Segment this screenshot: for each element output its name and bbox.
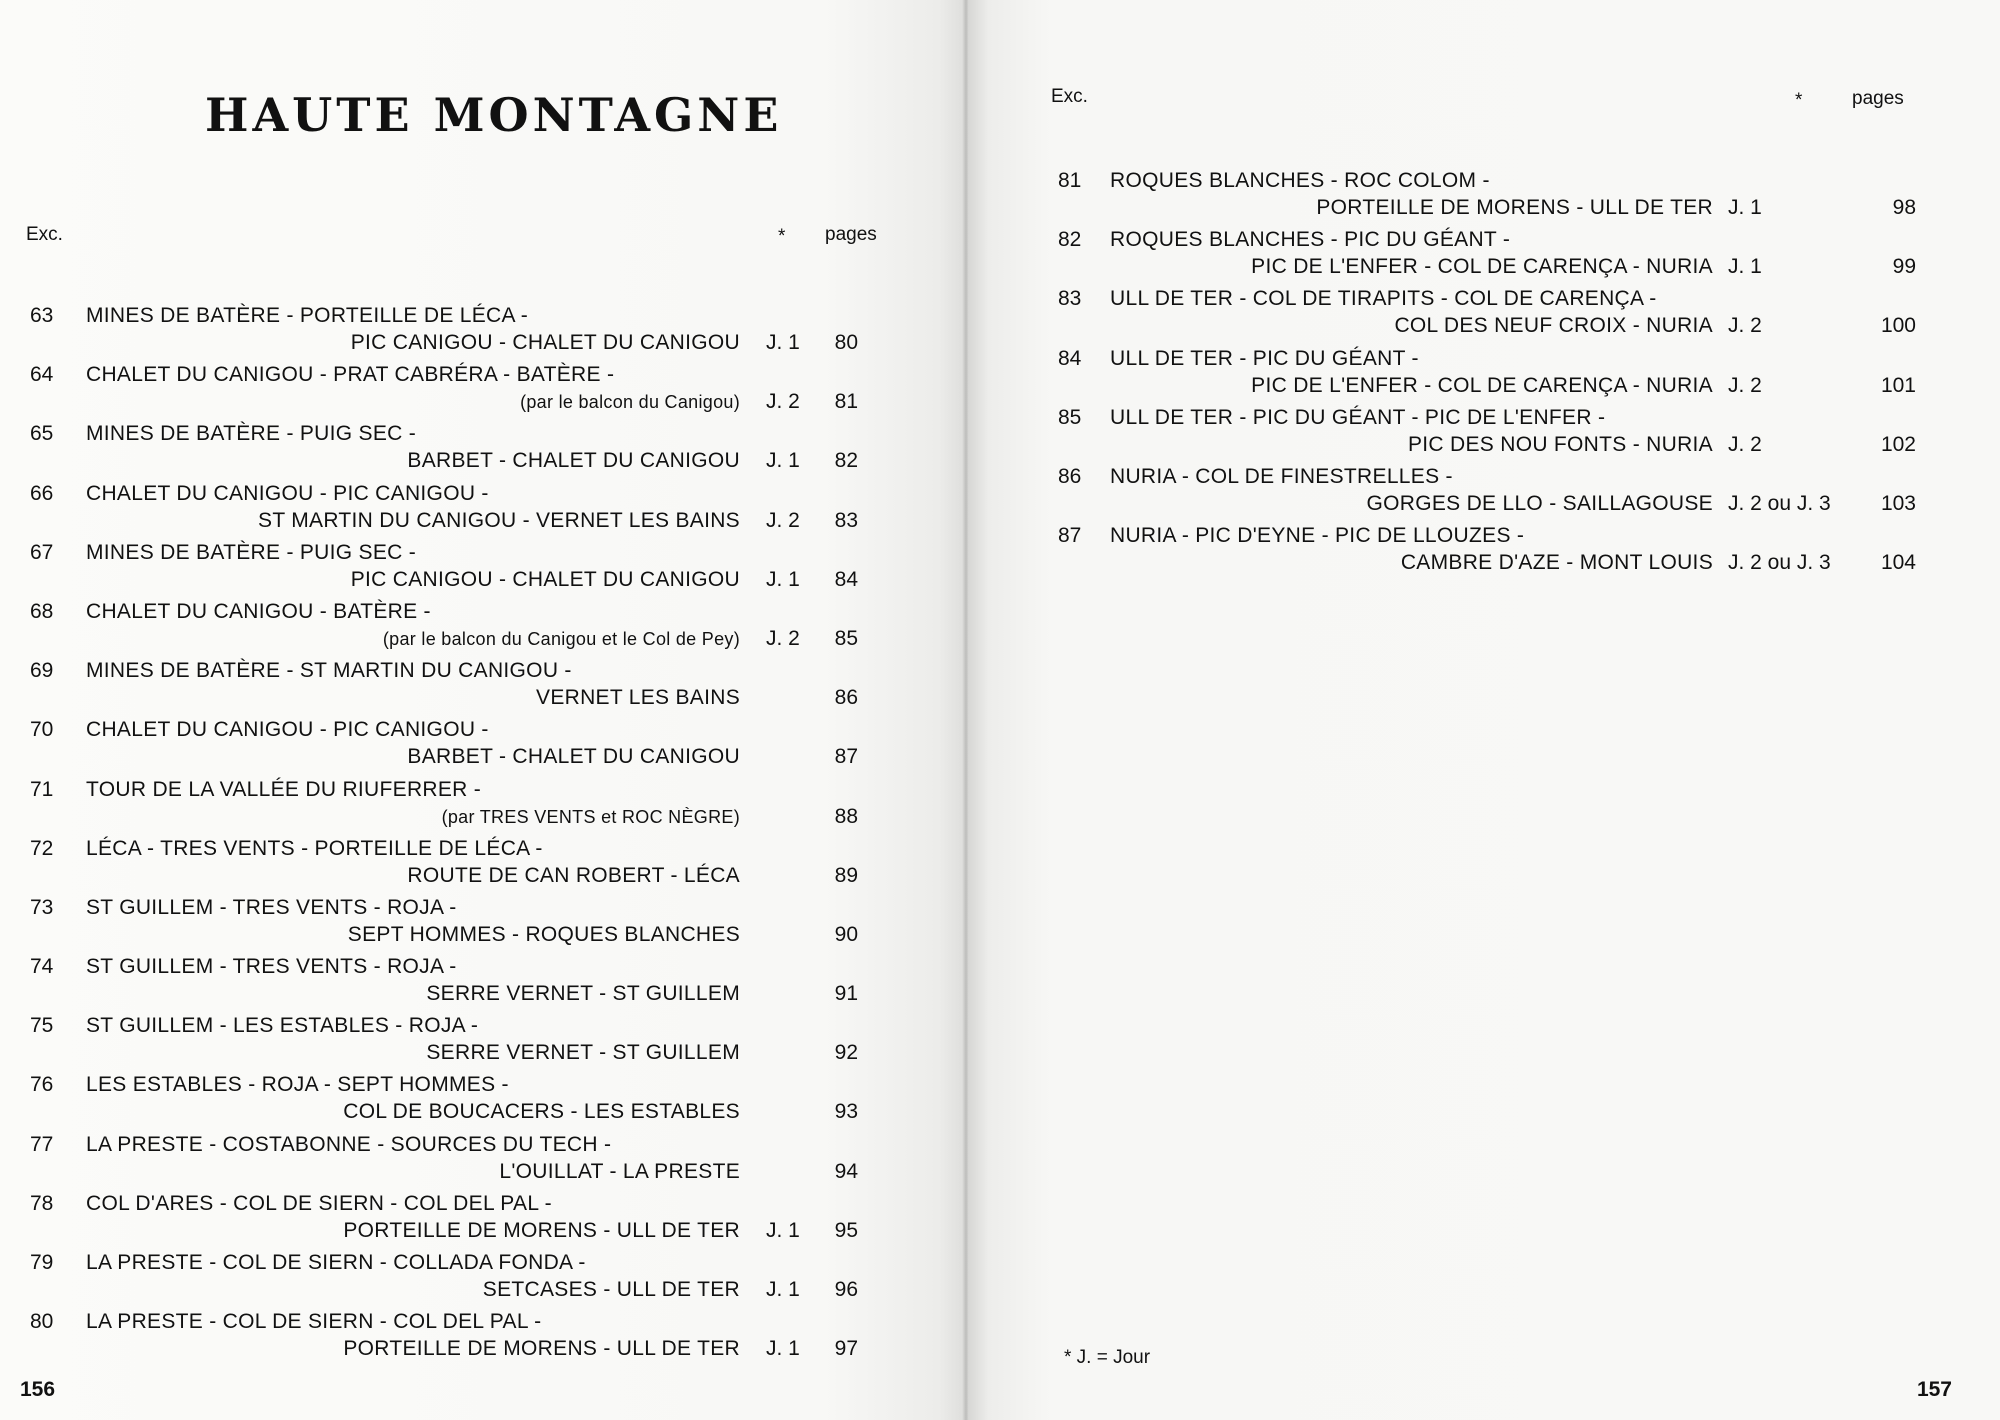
excursion-number: 71 [30,777,54,801]
excursion-entry [0,831,968,890]
excursion-number: 65 [30,422,54,446]
route-line-1: CHALET DU CANIGOU - BATÈRE - [86,599,431,623]
day-count: J. 2 [1728,373,1762,397]
route-line-2: COL DE BOUCACERS - LES ESTABLES [343,1100,740,1124]
excursion-number: 83 [1058,287,1082,311]
route-line-2: PORTEILLE DE MORENS - ULL DE TER [1316,196,1713,219]
excursion-entry [968,518,2000,577]
route-line-1: MINES DE BATÈRE - PUIG SEC - [86,540,417,564]
page-ref: 98 [1892,196,1916,219]
route-line-2: BARBET - CHALET DU CANIGOU [407,745,740,769]
route-line-1: MINES DE BATÈRE - PORTEILLE DE LÉCA - [86,304,529,327]
route-line-1: ST GUILLEM - TRES VENTS - ROJA - [86,895,457,919]
route-line-2: (par le balcon du Canigou) [520,392,740,413]
route-line-2: SEPT HOMMES - ROQUES BLANCHES [347,922,740,946]
page-ref: 80 [834,331,858,354]
route-line-2: PIC DE L'ENFER - COL DE CARENÇA - NURIA [1251,255,1713,279]
day-count: J. 1 [1728,196,1762,219]
route-line-1: TOUR DE LA VALLÉE DU RIUFERRER - [86,777,482,801]
excursion-entry [0,1186,968,1245]
excursion-entry [0,712,968,771]
excursion-entry [968,459,2000,518]
excursion-number: 84 [1058,346,1082,370]
day-count: J. 2 [766,390,800,414]
route-line-2: PORTEILLE DE MORENS - ULL DE TER [343,1337,740,1361]
route-line-1: CHALET DU CANIGOU - PRAT CABRÉRA - BATÈRE - [86,363,615,387]
page-ref: 99 [1892,255,1916,279]
route-line-1: LA PRESTE - COSTABONNE - SOURCES DU TECH - [86,1132,612,1156]
day-count: J. 2 [766,626,800,650]
route-line-2: ROUTE DE CAN ROBERT - LÉCA [407,863,740,887]
day-count: J. 2 [1728,432,1762,456]
page-ref: 90 [834,922,858,946]
page-ref: 87 [834,745,858,769]
excursion-number: 86 [1058,464,1082,488]
route-line-2: VERNET LES BAINS [536,686,740,710]
excursion-number: 87 [1058,524,1082,548]
route-line-1: CHALET DU CANIGOU - PIC CANIGOU - [86,481,489,505]
route-line-2: SETCASES - ULL DE TER [482,1278,740,1301]
route-line-1: ST GUILLEM - TRES VENTS - ROJA - [86,955,457,979]
day-column-marker: * [1795,90,1803,111]
page-ref: 93 [834,1100,858,1124]
route-line-2: (par TRES VENTS et ROC NÈGRE) [441,806,740,827]
excursion-number: 79 [30,1251,54,1274]
route-line-1: MINES DE BATÈRE - ST MARTIN DU CANIGOU - [86,659,572,683]
route-line-2: PIC CANIGOU - CHALET DU CANIGOU [350,331,740,354]
route-line-1: NURIA - COL DE FINESTRELLES - [1110,464,1453,488]
excursion-entry [0,1304,968,1363]
page-ref: 86 [834,686,858,710]
excursion-list [0,298,968,1363]
excursion-number: 77 [30,1132,54,1156]
excursion-number: 72 [30,836,54,860]
route-line-1: ST GUILLEM - LES ESTABLES - ROJA - [86,1014,479,1038]
excursion-number: 69 [30,659,54,683]
excursion-entry [0,298,968,357]
page-ref: 95 [834,1218,858,1242]
day-count: J. 1 [766,1337,800,1361]
route-line-2: PIC DE L'ENFER - COL DE CARENÇA - NURIA [1251,373,1713,397]
route-line-1: MINES DE BATÈRE - PUIG SEC - [86,422,417,446]
page-ref: 84 [834,567,858,591]
excursion-number: 74 [30,955,54,979]
route-line-2: ST MARTIN DU CANIGOU - VERNET LES BAINS [258,508,740,532]
page-ref: 100 [1880,314,1916,338]
excursion-number: 70 [30,718,54,742]
excursion-entry [0,653,968,712]
excursion-entry [968,163,2000,222]
day-count: J. 1 [766,1218,800,1242]
route-line-2: CAMBRE D'AZE - MONT LOUIS [1400,551,1713,575]
route-line-2: COL DES NEUF CROIX - NURIA [1394,314,1713,338]
page-ref: 89 [834,863,858,887]
excursion-number: 73 [30,895,54,919]
day-count: J. 1 [766,449,800,473]
route-line-1: ULL DE TER - PIC DU GÉANT - [1110,346,1419,370]
route-line-1: NURIA - PIC D'EYNE - PIC DE LLOUZES - [1110,524,1525,548]
page-ref: 103 [1880,491,1916,515]
route-line-2: PORTEILLE DE MORENS - ULL DE TER [343,1218,740,1242]
page-ref: 85 [834,626,858,650]
exc-column-header: Exc. [1051,86,1088,107]
page-ref: 102 [1880,432,1916,456]
page-ref: 101 [1880,373,1916,397]
page-ref: 96 [834,1278,858,1301]
route-line-1: LES ESTABLES - ROJA - SEPT HOMMES - [86,1073,509,1097]
route-line-1: LA PRESTE - COL DE SIERN - COLLADA FONDA - [86,1251,586,1274]
exc-column-header: Exc. [26,224,63,245]
excursion-entry [0,1067,968,1126]
page-ref: 81 [834,390,858,414]
day-column-marker: * [778,226,786,247]
day-count: J. 2 [1728,314,1762,338]
page-ref: 91 [834,982,858,1006]
route-line-1: ULL DE TER - COL DE TIRAPITS - COL DE CARENÇA - [1110,287,1657,311]
day-count: J. 1 [1728,255,1762,279]
excursion-number: 63 [30,304,54,327]
excursion-entry [0,476,968,535]
page-number: 157 [1916,1378,1952,1401]
day-count: J. 2 [766,508,800,532]
excursion-number: 78 [30,1191,54,1215]
excursion-number: 66 [30,481,54,505]
excursion-entry [0,357,968,416]
page-ref: 82 [834,449,858,473]
excursion-entry [0,1245,968,1304]
excursion-entry [968,400,2000,459]
route-line-2: PIC DES NOU FONTS - NURIA [1407,432,1713,456]
page-ref: 88 [834,804,858,828]
excursion-entry [0,1127,968,1186]
left-page [0,0,968,1420]
footnote: * J. = Jour [1064,1347,1151,1368]
excursion-entry [0,535,968,594]
excursion-entry [968,341,2000,400]
excursion-entry [968,281,2000,340]
pages-column-header: pages [1852,88,1904,109]
day-count: J. 2 ou J. 3 [1728,551,1831,575]
page-ref: 92 [834,1041,858,1065]
excursion-number: 68 [30,599,54,623]
excursion-entry [968,222,2000,281]
route-line-1: ROQUES BLANCHES - ROC COLOM - [1110,169,1490,192]
route-line-2: SERRE VERNET - ST GUILLEM [426,982,740,1006]
route-line-1: LÉCA - TRES VENTS - PORTEILLE DE LÉCA - [86,836,543,860]
excursion-number: 75 [30,1014,54,1038]
excursion-entry [0,1008,968,1067]
day-count: J. 2 ou J. 3 [1728,491,1831,515]
day-count: J. 1 [766,331,800,354]
day-count: J. 1 [766,1278,800,1301]
excursion-number: 67 [30,540,54,564]
page-number: 156 [20,1378,56,1401]
page-ref: 104 [1880,551,1916,575]
excursion-number: 64 [30,363,54,387]
route-line-1: COL D'ARES - COL DE SIERN - COL DEL PAL - [86,1191,552,1215]
route-line-2: PIC CANIGOU - CHALET DU CANIGOU [350,567,740,591]
excursion-entry [0,416,968,475]
route-line-2: L'OUILLAT - LA PRESTE [499,1159,740,1183]
page-ref: 83 [834,508,858,532]
day-count: J. 1 [766,567,800,591]
page-ref: 97 [834,1337,858,1361]
excursion-number: 76 [30,1073,54,1097]
pages-column-header: pages [825,224,877,245]
excursion-number: 80 [30,1310,54,1334]
excursion-number: 85 [1058,405,1082,429]
route-line-2: (par le balcon du Canigou et le Col de Pey) [382,628,740,649]
route-line-2: BARBET - CHALET DU CANIGOU [407,449,740,473]
excursion-entry [0,594,968,653]
page-title: HAUTE MONTAGNE [205,88,783,142]
excursion-entry [0,949,968,1008]
route-line-1: LA PRESTE - COL DE SIERN - COL DEL PAL - [86,1310,542,1334]
excursion-entry [0,772,968,831]
route-line-1: ROQUES BLANCHES - PIC DU GÉANT - [1110,228,1511,252]
route-line-2: SERRE VERNET - ST GUILLEM [426,1041,740,1065]
right-page [968,0,2000,1420]
route-line-1: CHALET DU CANIGOU - PIC CANIGOU - [86,718,489,742]
excursion-list [968,163,2000,577]
excursion-number: 81 [1058,169,1082,192]
page-ref: 94 [834,1159,858,1183]
excursion-entry [0,890,968,949]
excursion-number: 82 [1058,228,1082,252]
route-line-2: GORGES DE LLO - SAILLAGOUSE [1366,491,1713,515]
route-line-1: ULL DE TER - PIC DU GÉANT - PIC DE L'ENFER - [1110,405,1606,429]
